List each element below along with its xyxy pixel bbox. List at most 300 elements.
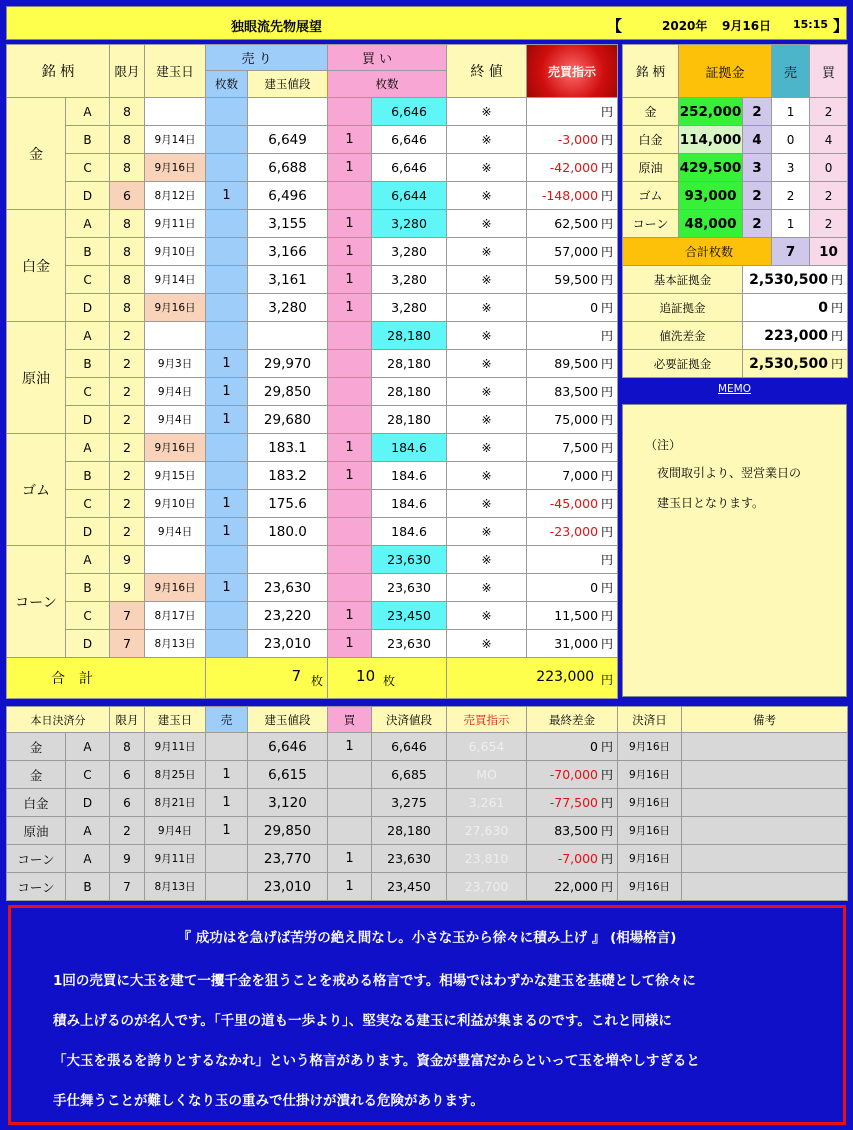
position-row [7, 154, 618, 182]
margin-buy: 2 [810, 210, 848, 238]
yen-unit: 円 [831, 301, 844, 315]
buy-count-cell [328, 406, 372, 434]
signal-cell: ※ [447, 350, 527, 378]
margin-summary-amount: 2,530,500 [749, 356, 828, 372]
settle-price: 23,450 [372, 873, 447, 901]
close-price-cell: 3,280 [372, 294, 447, 322]
buy-count-cell: 1 [328, 126, 372, 154]
valuation-diff-cell [527, 462, 618, 490]
position-row [7, 490, 618, 518]
close-price-cell: 23,630 [372, 574, 447, 602]
month-cell: 2 [110, 434, 145, 462]
yen-unit: 円 [601, 357, 614, 371]
close-price-cell: 28,180 [372, 406, 447, 434]
settlement-row [7, 789, 848, 817]
settle-grade: A [66, 817, 110, 845]
settle-sell [206, 845, 248, 873]
margin-summary-row [623, 322, 848, 350]
close-price-cell: 3,280 [372, 266, 447, 294]
settle-grade: B [66, 873, 110, 901]
settle-note [682, 789, 848, 817]
total-buy: 10 [356, 667, 376, 685]
margin-amount: 114,000 [679, 126, 743, 154]
buy-count-cell: 1 [328, 434, 372, 462]
settle-col-label: 本日決済分 [7, 707, 110, 733]
settle-price: 6,646 [372, 733, 447, 761]
close-price-cell: 23,450 [372, 602, 447, 630]
message-line-3: 積み上げるのが名人です。「千里の道も一歩より」、堅実なる建玉に利益が集まるのです。これと同様に [53, 1013, 672, 1029]
sell-count-cell [206, 238, 248, 266]
valuation-diff-cell [527, 630, 618, 658]
margin-buy: 2 [810, 98, 848, 126]
message-line-1: 『 成功はを急げば苦労の絶え間なし。小さな玉から徐々に積み上げ 』 (相場格言) [177, 930, 677, 946]
grade-cell: A [66, 322, 110, 350]
signal-cell: ※ [447, 490, 527, 518]
sell-count-cell [206, 266, 248, 294]
month-cell: 2 [110, 406, 145, 434]
margin-table [622, 44, 848, 378]
grade-cell: D [66, 518, 110, 546]
buy-count-cell [328, 574, 372, 602]
position-row [7, 462, 618, 490]
settle-sell [206, 733, 248, 761]
commodity-name: 原油 [7, 322, 66, 434]
valuation-diff-cell [527, 126, 618, 154]
signal-cell: ※ [447, 434, 527, 462]
valuation-diff-cell [527, 518, 618, 546]
close-price-cell: 6,646 [372, 126, 447, 154]
margin-summary-label: 基本証拠金 [623, 266, 743, 294]
sell-count-cell [206, 630, 248, 658]
valuation-diff-value: -45,000 [549, 496, 599, 511]
col-sell-count: 枚数 [206, 71, 248, 98]
margin-col-kai: 買 [810, 45, 848, 98]
grade-cell: C [66, 490, 110, 518]
sell-count-cell: 1 [206, 378, 248, 406]
settle-final-diff-value: 83,500 [554, 823, 598, 838]
entry-price-cell: 3,280 [248, 294, 328, 322]
entry-price-cell [248, 322, 328, 350]
date-bracket-left: 【 [607, 17, 623, 35]
margin-commodity: 原油 [623, 154, 679, 182]
sell-count-cell: 1 [206, 518, 248, 546]
buy-count-cell [328, 490, 372, 518]
settle-buy [328, 789, 372, 817]
margin-summary-value [743, 322, 848, 350]
settle-buy [328, 761, 372, 789]
margin-commodity: ゴム [623, 182, 679, 210]
margin-summary-row [623, 350, 848, 378]
yen-unit: 円 [601, 413, 614, 427]
time: 15:15 [793, 18, 829, 31]
month-cell: 2 [110, 518, 145, 546]
col-gengetsu: 限月 [110, 45, 145, 98]
valuation-diff-cell [527, 266, 618, 294]
valuation-diff-value: -148,000 [541, 188, 599, 203]
entry-date-cell: 9月16日 [145, 294, 206, 322]
signal-cell: ※ [447, 322, 527, 350]
entry-date-cell: 9月4日 [145, 406, 206, 434]
margin-summary-value [743, 294, 848, 322]
valuation-diff-value: 57,000 [554, 244, 599, 259]
sell-count-cell [206, 294, 248, 322]
margin-amount: 48,000 [679, 210, 743, 238]
settle-col-tategyokubi: 建玉日 [145, 707, 206, 733]
memo-title[interactable]: MEMO [717, 383, 752, 395]
entry-price-cell: 6,649 [248, 126, 328, 154]
close-price-cell: 6,646 [372, 154, 447, 182]
memo-line-1: （注） [645, 438, 682, 452]
settlement-row [7, 761, 848, 789]
settle-final-diff-value: 0 [590, 739, 598, 754]
entry-price-cell: 29,850 [248, 378, 328, 406]
margin-amount: 93,000 [679, 182, 743, 210]
settle-month: 6 [110, 761, 145, 789]
entry-price-cell: 23,630 [248, 574, 328, 602]
yen-unit: 円 [601, 469, 614, 483]
entry-date-cell [145, 98, 206, 126]
signal-cell: ※ [447, 294, 527, 322]
margin-commodity: コーン [623, 210, 679, 238]
settle-signal: MO [447, 761, 527, 789]
grade-cell: D [66, 182, 110, 210]
entry-price-cell: 180.0 [248, 518, 328, 546]
month-cell: 8 [110, 126, 145, 154]
yen-unit: 円 [601, 329, 614, 343]
settle-entry-price: 6,646 [248, 733, 328, 761]
valuation-diff-cell [527, 350, 618, 378]
position-row [7, 322, 618, 350]
sell-count-cell: 1 [206, 574, 248, 602]
settle-final-diff [527, 733, 618, 761]
margin-col-shokokin: 証拠金 [679, 45, 772, 98]
grade-cell: C [66, 266, 110, 294]
margin-summary-amount: 0 [818, 300, 828, 316]
margin-amount: 252,000 [679, 98, 743, 126]
settle-day: 9月16日 [618, 733, 682, 761]
close-price-cell: 6,646 [372, 98, 447, 126]
entry-price-cell: 3,155 [248, 210, 328, 238]
sell-count-cell [206, 462, 248, 490]
col-meigara: 銘 柄 [7, 45, 110, 98]
signal-cell: ※ [447, 182, 527, 210]
total-buy-unit: 枚 [382, 674, 395, 688]
margin-row [623, 98, 848, 126]
margin-row [623, 126, 848, 154]
month-cell: 8 [110, 294, 145, 322]
valuation-diff-value: 11,500 [554, 608, 599, 623]
close-price-cell: 184.6 [372, 434, 447, 462]
yen-unit: 円 [601, 273, 614, 287]
valuation-diff-value: 75,000 [554, 412, 599, 427]
grade-cell: D [66, 294, 110, 322]
settle-col-kessaibi: 決済日 [618, 707, 682, 733]
yen-unit: 円 [601, 133, 614, 147]
entry-date-cell: 8月12日 [145, 182, 206, 210]
position-row [7, 266, 618, 294]
entry-price-cell: 183.1 [248, 434, 328, 462]
settle-month: 8 [110, 733, 145, 761]
valuation-diff-value: 59,500 [554, 272, 599, 287]
margin-buy: 0 [810, 154, 848, 182]
yen-unit: 円 [831, 329, 844, 343]
settle-entry-price: 3,120 [248, 789, 328, 817]
yen-unit: 円 [831, 357, 844, 371]
entry-price-cell: 23,220 [248, 602, 328, 630]
valuation-diff-value: 0 [590, 300, 599, 315]
settle-entry-date: 8月25日 [145, 761, 206, 789]
month-cell: 9 [110, 574, 145, 602]
total-row [7, 658, 618, 699]
valuation-diff-cell [527, 378, 618, 406]
month-cell: 7 [110, 602, 145, 630]
total-diff-unit: 円 [601, 672, 614, 687]
date-bracket-right: 】 [833, 17, 849, 35]
settle-entry-date: 9月11日 [145, 845, 206, 873]
yen-unit: 円 [601, 161, 614, 175]
margin-summary-row [623, 266, 848, 294]
valuation-diff-cell [527, 294, 618, 322]
yen-unit: 円 [601, 553, 614, 567]
settle-entry-price: 23,770 [248, 845, 328, 873]
buy-count-cell: 1 [328, 238, 372, 266]
position-row [7, 350, 618, 378]
entry-price-cell: 3,166 [248, 238, 328, 266]
grade-cell: B [66, 350, 110, 378]
yen-unit: 円 [601, 245, 614, 259]
month-cell: 6 [110, 182, 145, 210]
settle-buy: 1 [328, 873, 372, 901]
grade-cell: A [66, 546, 110, 574]
valuation-diff-cell [527, 574, 618, 602]
yen-unit: 円 [600, 880, 613, 894]
settle-day: 9月16日 [618, 761, 682, 789]
settle-entry-date: 8月21日 [145, 789, 206, 817]
memo-panel [622, 404, 847, 697]
message-line-5: 手仕舞うことが難しくなり玉の重みで仕掛けが潰れる危険があります。 [53, 1093, 484, 1109]
close-price-cell: 184.6 [372, 490, 447, 518]
sell-count-cell [206, 154, 248, 182]
margin-summary-amount: 223,000 [764, 328, 828, 344]
settle-note [682, 817, 848, 845]
buy-count-cell [328, 546, 372, 574]
sell-count-cell: 1 [206, 182, 248, 210]
sell-count-cell [206, 98, 248, 126]
signal-cell: ※ [447, 602, 527, 630]
entry-date-cell: 9月3日 [145, 350, 206, 378]
margin-sell: 1 [772, 98, 810, 126]
month-cell: 8 [110, 210, 145, 238]
entry-price-cell: 6,496 [248, 182, 328, 210]
settle-col-kessai-nedan: 決済値段 [372, 707, 447, 733]
position-row [7, 294, 618, 322]
sell-count-cell: 1 [206, 490, 248, 518]
grade-cell: B [66, 574, 110, 602]
grade-cell: C [66, 378, 110, 406]
settle-month: 6 [110, 789, 145, 817]
entry-date-cell: 9月14日 [145, 266, 206, 294]
date-monthday: 9月16日 [722, 19, 772, 33]
settle-sell [206, 873, 248, 901]
close-price-cell: 28,180 [372, 350, 447, 378]
grade-cell: A [66, 210, 110, 238]
position-row [7, 434, 618, 462]
grade-cell: C [66, 602, 110, 630]
settle-commodity: 原油 [7, 817, 66, 845]
settle-col-saishu: 最終差金 [527, 707, 618, 733]
position-row [7, 126, 618, 154]
close-price-cell: 23,630 [372, 546, 447, 574]
sell-count-cell: 1 [206, 406, 248, 434]
yen-unit: 円 [600, 768, 613, 782]
margin-count: 3 [743, 154, 772, 182]
yen-unit: 円 [601, 105, 614, 119]
settle-buy [328, 817, 372, 845]
entry-price-cell [248, 98, 328, 126]
settle-buy: 1 [328, 845, 372, 873]
sell-count-cell [206, 210, 248, 238]
commodity-name: 白金 [7, 210, 66, 322]
total-label: 合 計 [7, 658, 206, 699]
margin-row [623, 182, 848, 210]
month-cell: 7 [110, 630, 145, 658]
margin-summary-row [623, 294, 848, 322]
yen-unit: 円 [601, 497, 614, 511]
margin-sell: 2 [772, 182, 810, 210]
sell-count-cell: 1 [206, 350, 248, 378]
grade-cell: B [66, 462, 110, 490]
yen-unit: 円 [601, 637, 614, 651]
sell-count-cell [206, 126, 248, 154]
margin-total-label: 合計枚数 [623, 238, 772, 266]
settle-grade: D [66, 789, 110, 817]
settle-signal: 6,654 [447, 733, 527, 761]
position-row [7, 574, 618, 602]
settle-grade: C [66, 761, 110, 789]
grade-cell: D [66, 406, 110, 434]
settle-final-diff [527, 817, 618, 845]
settle-sell: 1 [206, 789, 248, 817]
settle-col-gengetsu: 限月 [110, 707, 145, 733]
buy-count-cell [328, 98, 372, 126]
buy-count-cell: 1 [328, 602, 372, 630]
settle-month: 7 [110, 873, 145, 901]
baibai-shiji-header: 売買指示 [527, 45, 618, 98]
buy-count-cell [328, 518, 372, 546]
close-price-cell: 28,180 [372, 378, 447, 406]
entry-date-cell [145, 546, 206, 574]
settle-entry-price: 6,615 [248, 761, 328, 789]
month-cell: 9 [110, 546, 145, 574]
sell-count-cell [206, 602, 248, 630]
settle-commodity: コーン [7, 873, 66, 901]
settle-price: 28,180 [372, 817, 447, 845]
valuation-diff-cell [527, 322, 618, 350]
settle-sell: 1 [206, 761, 248, 789]
settlement-table [6, 706, 848, 901]
total-sell: 7 [291, 667, 302, 685]
signal-cell: ※ [447, 98, 527, 126]
settle-signal: 27,630 [447, 817, 527, 845]
entry-date-cell: 9月10日 [145, 490, 206, 518]
col-owarine: 終 値 [447, 45, 527, 98]
month-cell: 2 [110, 462, 145, 490]
close-price-cell: 184.6 [372, 462, 447, 490]
positions-table [6, 44, 618, 699]
page-title: 独眼流先物展望 [231, 20, 323, 35]
commodity-name: 金 [7, 98, 66, 210]
signal-cell: ※ [447, 574, 527, 602]
settle-entry-date: 8月13日 [145, 873, 206, 901]
settle-final-diff [527, 761, 618, 789]
settle-entry-price: 29,850 [248, 817, 328, 845]
entry-price-cell: 6,688 [248, 154, 328, 182]
entry-price-cell: 3,161 [248, 266, 328, 294]
margin-summary-label: 値洗差金 [623, 322, 743, 350]
margin-count: 2 [743, 98, 772, 126]
margin-buy: 4 [810, 126, 848, 154]
buy-count-cell: 1 [328, 294, 372, 322]
settle-note [682, 761, 848, 789]
margin-summary-label: 追証拠金 [623, 294, 743, 322]
settle-final-diff [527, 873, 618, 901]
position-row [7, 630, 618, 658]
grade-cell: A [66, 98, 110, 126]
settle-sell: 1 [206, 817, 248, 845]
commodity-name: ゴム [7, 434, 66, 546]
entry-date-cell: 9月10日 [145, 238, 206, 266]
valuation-diff-cell [527, 154, 618, 182]
margin-count: 4 [743, 126, 772, 154]
position-row [7, 602, 618, 630]
valuation-diff-value: 0 [590, 580, 599, 595]
margin-count: 2 [743, 182, 772, 210]
month-cell: 8 [110, 98, 145, 126]
grade-cell: C [66, 154, 110, 182]
settle-entry-date: 9月11日 [145, 733, 206, 761]
settle-commodity: 白金 [7, 789, 66, 817]
entry-date-cell: 8月17日 [145, 602, 206, 630]
valuation-diff-value: -23,000 [549, 524, 599, 539]
position-row [7, 518, 618, 546]
margin-row [623, 210, 848, 238]
margin-sell: 1 [772, 210, 810, 238]
margin-summary-label: 必要証拠金 [623, 350, 743, 378]
position-row [7, 98, 618, 126]
entry-date-cell: 9月16日 [145, 434, 206, 462]
month-cell: 8 [110, 238, 145, 266]
message-line-2: 1回の売買に大玉を建て一攫千金を狙うことを戒める格言です。相場ではわずかな建玉を基礎として徐々に [53, 973, 696, 989]
close-price-cell: 3,280 [372, 210, 447, 238]
entry-price-cell: 183.2 [248, 462, 328, 490]
settle-final-diff-value: -70,000 [549, 767, 598, 782]
date-year: 2020年 [662, 19, 708, 33]
entry-date-cell: 9月4日 [145, 518, 206, 546]
buy-count-cell [328, 182, 372, 210]
settle-col-nedan: 建玉値段 [248, 707, 328, 733]
yen-unit: 円 [601, 301, 614, 315]
total-sell-unit: 枚 [311, 674, 324, 688]
valuation-diff-cell [527, 182, 618, 210]
month-cell: 2 [110, 350, 145, 378]
valuation-diff-cell [527, 406, 618, 434]
valuation-diff-cell [527, 602, 618, 630]
yen-unit: 円 [601, 189, 614, 203]
entry-price-cell: 23,010 [248, 630, 328, 658]
margin-commodity: 白金 [623, 126, 679, 154]
month-cell: 8 [110, 154, 145, 182]
signal-cell: ※ [447, 154, 527, 182]
